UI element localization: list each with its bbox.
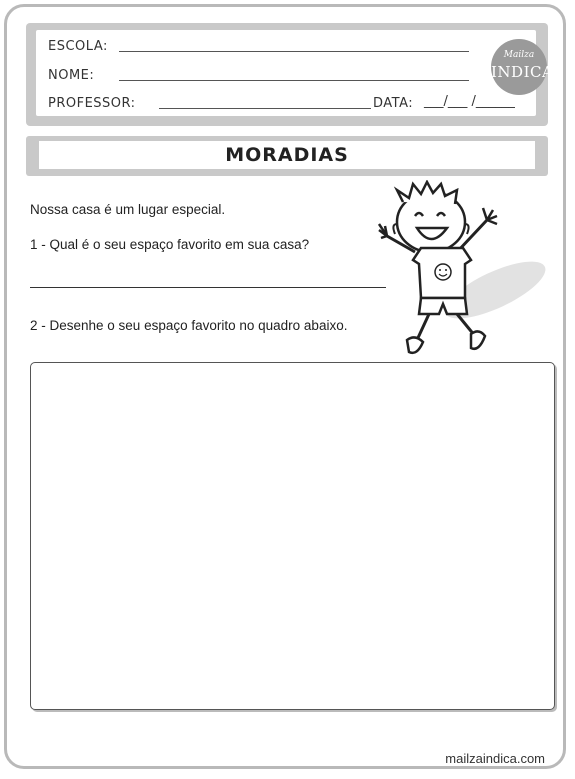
title-panel xyxy=(26,136,548,176)
page-title: MORADIAS xyxy=(39,141,535,169)
brand-logo xyxy=(491,39,554,95)
intro-text: Nossa casa é um lugar especial. xyxy=(30,202,226,217)
teacher-label: PROFESSOR: xyxy=(48,96,136,111)
header-panel xyxy=(26,23,554,126)
logo-wordmark: INDICA xyxy=(491,63,554,81)
logo-script: Mailza xyxy=(503,50,535,60)
answer-line[interactable] xyxy=(30,287,386,288)
question-1: 1 - Qual é o seu espaço favorito em sua casa? xyxy=(30,237,310,252)
drawing-box[interactable] xyxy=(30,362,555,710)
school-field[interactable] xyxy=(119,51,469,52)
teacher-field[interactable] xyxy=(159,108,371,109)
date-label: DATA: xyxy=(373,96,414,111)
name-label: NOME: xyxy=(48,68,95,83)
school-label: ESCOLA: xyxy=(48,39,108,54)
date-field[interactable]: ___/___ /______ xyxy=(424,94,515,109)
footer-site: mailzaindica.com xyxy=(445,751,545,766)
name-field[interactable] xyxy=(119,80,469,81)
question-2: 2 - Desenhe o seu espaço favorito no quadro abaixo. xyxy=(30,318,348,333)
header-form xyxy=(36,30,554,116)
happy-child-icon xyxy=(375,180,555,360)
